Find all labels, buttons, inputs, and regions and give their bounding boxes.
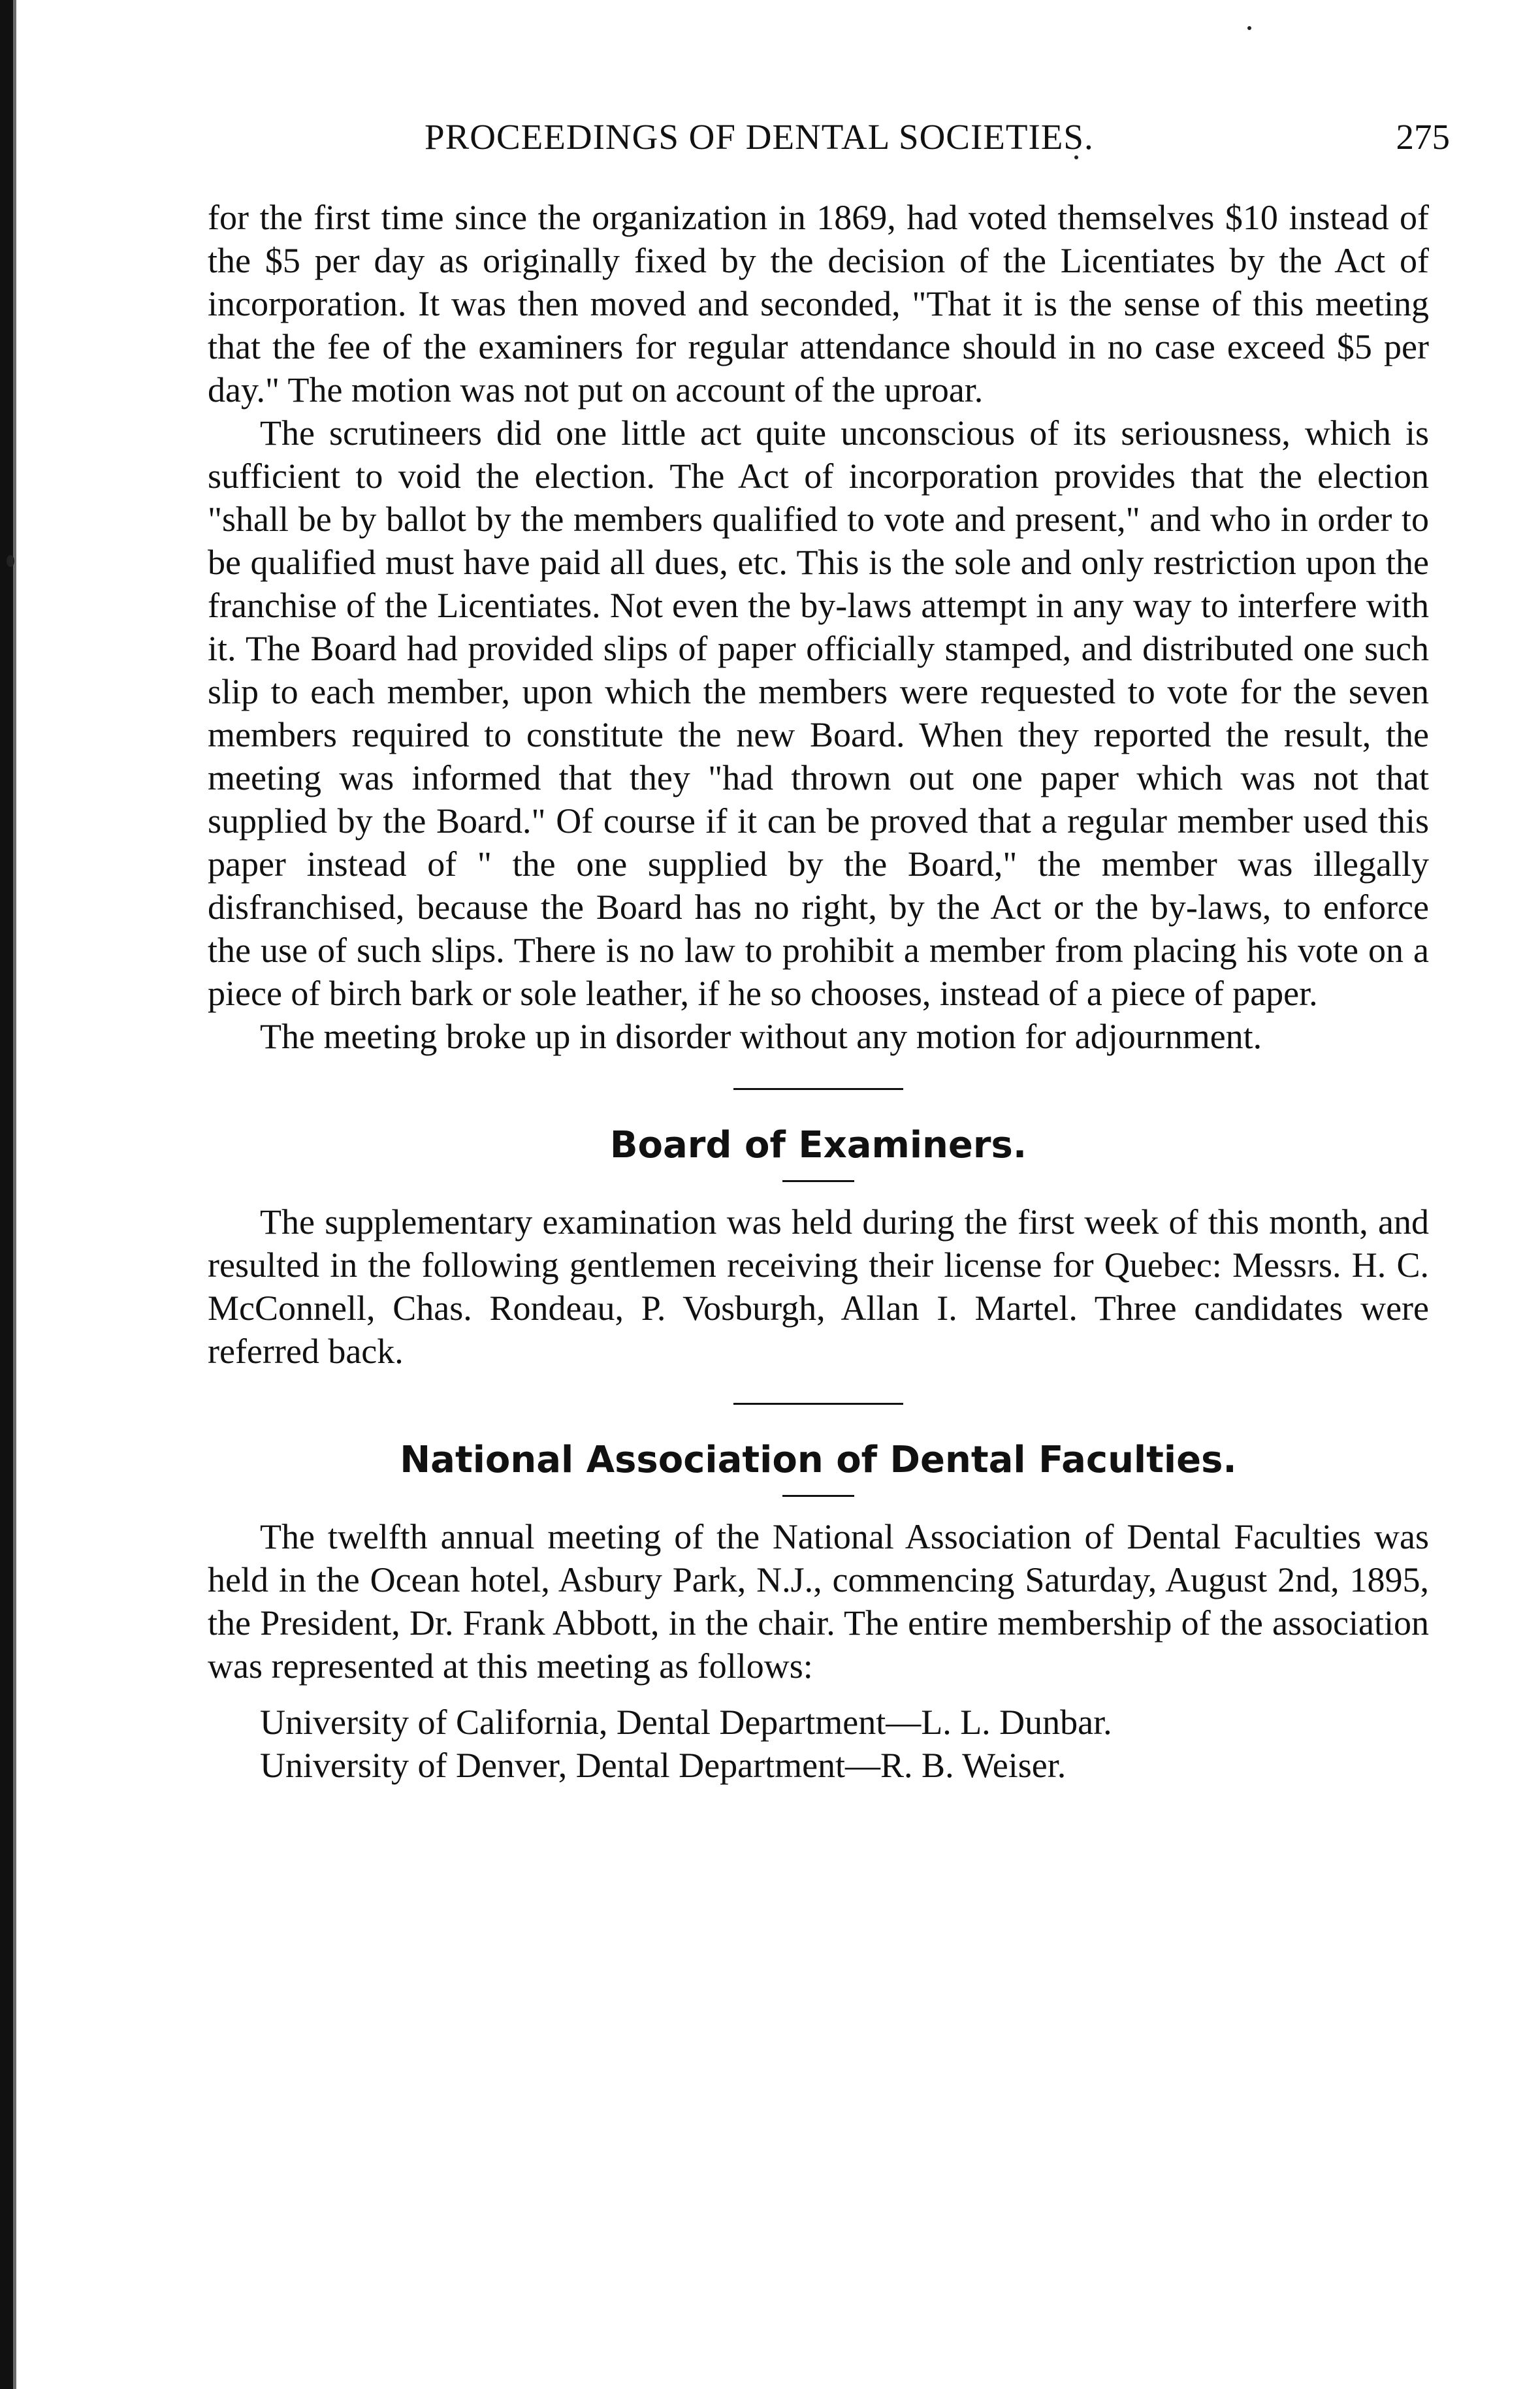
section-divider xyxy=(733,1403,903,1405)
member-list-item: University of California, Dental Department—L. L. Dunbar. xyxy=(260,1703,1112,1742)
national-association-heading: National Association of Dental Faculties. xyxy=(400,1439,1237,1481)
scan-speck xyxy=(1247,26,1251,30)
heading-underline xyxy=(782,1180,854,1182)
scan-speck xyxy=(7,555,14,567)
scan-binding-shadow xyxy=(13,0,16,2389)
scan-binding-edge xyxy=(0,0,13,2389)
running-head: PROCEEDINGS OF DENTAL SOCIETIES. xyxy=(425,117,1094,157)
intro-paragraph: The scrutineers did one little act quite unconscious of its seriousness, which is sufficient to void the election. The Act of incorporation provides that the election "shall be by ballot by the members qualified to vote and present," and who in order to be qualified must have paid all dues, etc. This is the sole and only restriction upon the franchise of the Licentiates. Not even the by-laws attempt in any way to interfere with it. The Board had provided slips of paper officially stamped, and distributed one such slip to each member, upon which the members were requested to vote for the seven members required to constitute the new Board. When they reported the result, the meeting was informed that they "had thrown out one paper which was not that supplied by the Board." Of course if it can be proved that a regular member used this paper instead of " the one supplied by the Board," the member was illegally disfranchised, because the Board has no right, by the Act or the by-laws, to enforce the use of such slips. There is no law to prohibit a member from placing his vote on a piece of birch bark or sole leather, if he so chooses, instead of a piece of paper. xyxy=(208,413,1429,1013)
page-header xyxy=(209,111,1450,170)
national-association-paragraph: The twelfth annual meeting of the National Association of Dental Faculties was held in the Ocean hotel, Asbury Park, N.J., commencing Saturday, August 2nd, 1895, the President, Dr. Frank Abbott, in the chair. The entire membership of the association was represented at this meeting as follows: xyxy=(208,1517,1429,1686)
intro-paragraph: for the first time since the organization in 1869, had voted themselves $10 instead of the $5 per day as originally fixed by the decision of the Licentiates by the Act of incorporation. It was then moved and seconded, "That it is the sense of this meeting that the fee of the examiners for regular attendance should in no case exceed $5 per day." The motion was not put on account of the uproar. xyxy=(208,198,1429,409)
board-of-examiners-paragraph: The supplementary examination was held during the first week of this month, and resulted in the following gentlemen receiving their license for Quebec: Messrs. H. C. McConnell, Chas. Rondeau, P. Vosburgh, Allan I. Martel. Three candidates were referred back. xyxy=(208,1202,1429,1371)
section-divider xyxy=(733,1088,903,1090)
board-of-examiners-heading: Board of Examiners. xyxy=(609,1124,1027,1166)
intro-paragraph: The meeting broke up in disorder without any motion for adjournment. xyxy=(260,1017,1262,1056)
heading-underline xyxy=(782,1495,854,1497)
page-content xyxy=(208,196,1429,1787)
page-number: 275 xyxy=(1396,117,1450,157)
member-list-item: University of Denver, Dental Department—R. B. Weiser. xyxy=(260,1746,1067,1785)
